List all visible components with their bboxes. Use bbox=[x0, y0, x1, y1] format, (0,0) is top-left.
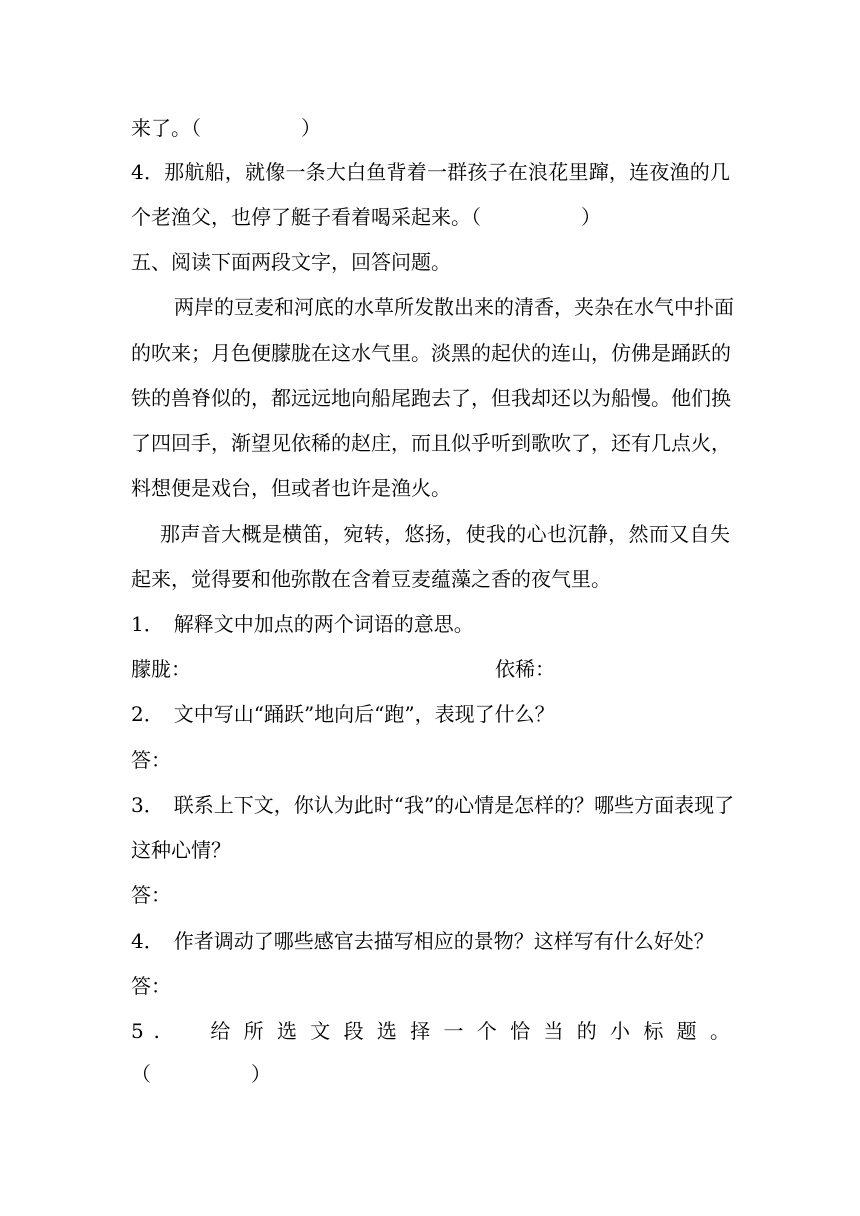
passage-paragraph-2-line-2: 起来，觉得要和他弥散在含着豆麦蕴藻之香的夜气里。 bbox=[131, 567, 611, 591]
question-3-line-2: 这种心情？ bbox=[131, 838, 231, 862]
passage-paragraph-1-line-1: 两岸的豆麦和河底的水草所发散出来的清香，夹杂在水气中扑面 bbox=[174, 295, 734, 319]
passage-paragraph-1-line-2: 的吹来；月色便朦胧在这水气里。淡黑的起伏的连山，仿佛是踊跃的 bbox=[131, 341, 731, 365]
question-1: 1． 解释文中加点的两个词语的意思。 bbox=[131, 612, 474, 636]
question-2: 2． 文中写山“踊跃”地向后“跑”，表现了什么？ bbox=[131, 702, 555, 726]
answer-label-2: 答： bbox=[131, 748, 171, 772]
passage-paragraph-1-line-3: 铁的兽脊似的，都远远地向船尾跑去了，但我却还以为船慢。他们换 bbox=[131, 386, 731, 410]
question-3-line-1: 3． 联系上下文，你认为此时“我”的心情是怎样的？哪些方面表现了 bbox=[131, 793, 735, 817]
question-4: 4． 作者调动了哪些感官去描写相应的景物？这样写有什么好处？ bbox=[131, 929, 714, 953]
question-4-line-2: 个老渔父，也停了艇子看着喝采起来。（ ） bbox=[131, 205, 601, 229]
answer-label-3: 答： bbox=[131, 883, 171, 907]
passage-paragraph-1-line-4: 了四回手，渐望见依稀的赵庄，而且似乎听到歌吹了，还有几点火， bbox=[131, 431, 731, 455]
question-4-line-1: 4．那航船，就像一条大白鱼背着一群孩子在浪花里蹿，连夜渔的几 bbox=[131, 160, 730, 184]
passage-paragraph-1-line-5: 料想便是戏台，但或者也许是渔火。 bbox=[131, 476, 451, 500]
question-1-label-menglong: 朦胧： bbox=[131, 657, 191, 681]
passage-paragraph-2-line-1: 那声音大概是横笛，宛转，悠扬，使我的心也沉静，然而又自失 bbox=[160, 522, 730, 546]
answer-line-3-end: 来了。（ ） bbox=[131, 116, 321, 140]
question-1-label-yixi: 依稀： bbox=[495, 657, 555, 681]
question-5-answer-blank: （ ） bbox=[131, 1062, 271, 1086]
question-5: 5 . 给 所 选 文 段 选 择 一 个 恰 当 的 小 标 题 。 bbox=[131, 1019, 730, 1043]
answer-label-4: 答： bbox=[131, 974, 171, 998]
section-5-heading: 五、阅读下面两段文字，回答问题。 bbox=[131, 250, 451, 274]
